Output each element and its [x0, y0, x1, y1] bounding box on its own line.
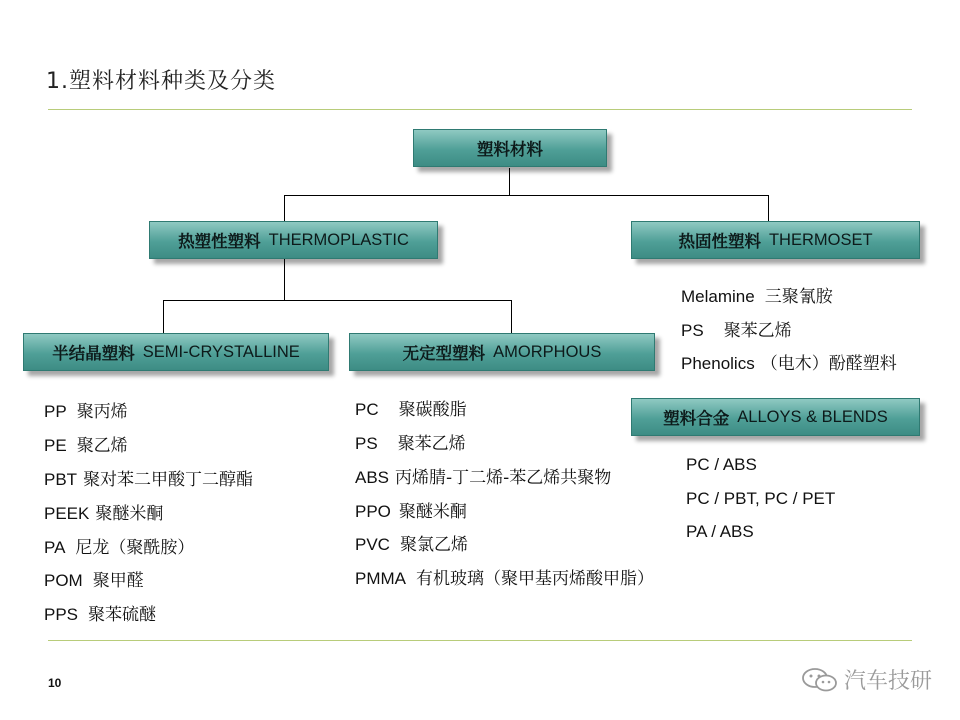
list-item: PS 聚苯乙烯 — [355, 434, 466, 454]
list-item: PMMA 有机玻璃（聚甲基丙烯酸甲脂） — [355, 569, 654, 589]
node-label-en: THERMOPLASTIC — [268, 230, 409, 249]
list-item: PEEK 聚醚米酮 — [44, 504, 164, 524]
connector — [163, 300, 164, 333]
top-divider — [48, 109, 912, 110]
node-label-zh: 塑料合金 — [663, 409, 730, 428]
node-label: 塑料材料 — [477, 140, 543, 159]
list-item: PBT 聚对苯二甲酸丁二醇酯 — [44, 470, 254, 490]
bottom-divider — [48, 640, 912, 641]
node-semi-crystalline — [23, 333, 329, 371]
list-item: PA / ABS — [686, 522, 754, 541]
wechat-icon — [800, 666, 840, 694]
list-item: PS 聚苯乙烯 — [681, 321, 792, 341]
node-label-en: SEMI-CRYSTALLINE — [142, 342, 300, 361]
list-item: PE 聚乙烯 — [44, 436, 128, 456]
connector — [284, 195, 769, 196]
node-label-zh: 无定型塑料 — [402, 344, 486, 363]
connector — [768, 195, 769, 221]
list-item: PC / PBT, PC / PET — [686, 489, 836, 508]
list-item: PPO 聚醚米酮 — [355, 502, 467, 522]
node-label-en: AMORPHOUS — [493, 342, 602, 361]
node-label-en: THERMOSET — [768, 230, 873, 249]
list-item: PPS 聚苯硫醚 — [44, 605, 157, 625]
list-item: Melamine 三聚氰胺 — [681, 287, 833, 307]
node-label-zh: 热塑性塑料 — [178, 232, 261, 251]
list-item: PC / ABS — [686, 455, 757, 474]
watermark-text: 汽车技研 — [843, 669, 932, 694]
node-amorphous — [349, 333, 655, 371]
node-label-en: ALLOYS & BLENDS — [737, 407, 888, 426]
node-label-zh: 热固性塑料 — [678, 232, 761, 251]
node-thermoplastic — [149, 221, 438, 259]
watermark — [800, 664, 932, 695]
list-item: PVC 聚氯乙烯 — [355, 535, 468, 555]
list-item: PA 尼龙（聚酰胺） — [44, 538, 195, 558]
node-label-zh: 半结晶塑料 — [52, 344, 135, 363]
node-alloys-blends — [631, 398, 920, 436]
page-number: 10 — [48, 676, 62, 690]
page-title: 1.塑料材料种类及分类 — [46, 69, 276, 94]
connector — [284, 258, 285, 301]
list-item: PP 聚丙烯 — [44, 402, 128, 422]
node-thermoset — [631, 221, 920, 259]
list-item: ABS 丙烯腈-丁二烯-苯乙烯共聚物 — [355, 468, 612, 488]
connector — [511, 300, 512, 333]
list-item: Phenolics （电木）酚醛塑料 — [681, 354, 897, 374]
list-item: POM 聚甲醛 — [44, 571, 144, 591]
list-item: PC 聚碳酸脂 — [355, 400, 467, 420]
node-plastic-materials — [413, 129, 607, 167]
connector — [163, 300, 512, 301]
connector — [284, 195, 285, 221]
connector — [509, 168, 510, 195]
